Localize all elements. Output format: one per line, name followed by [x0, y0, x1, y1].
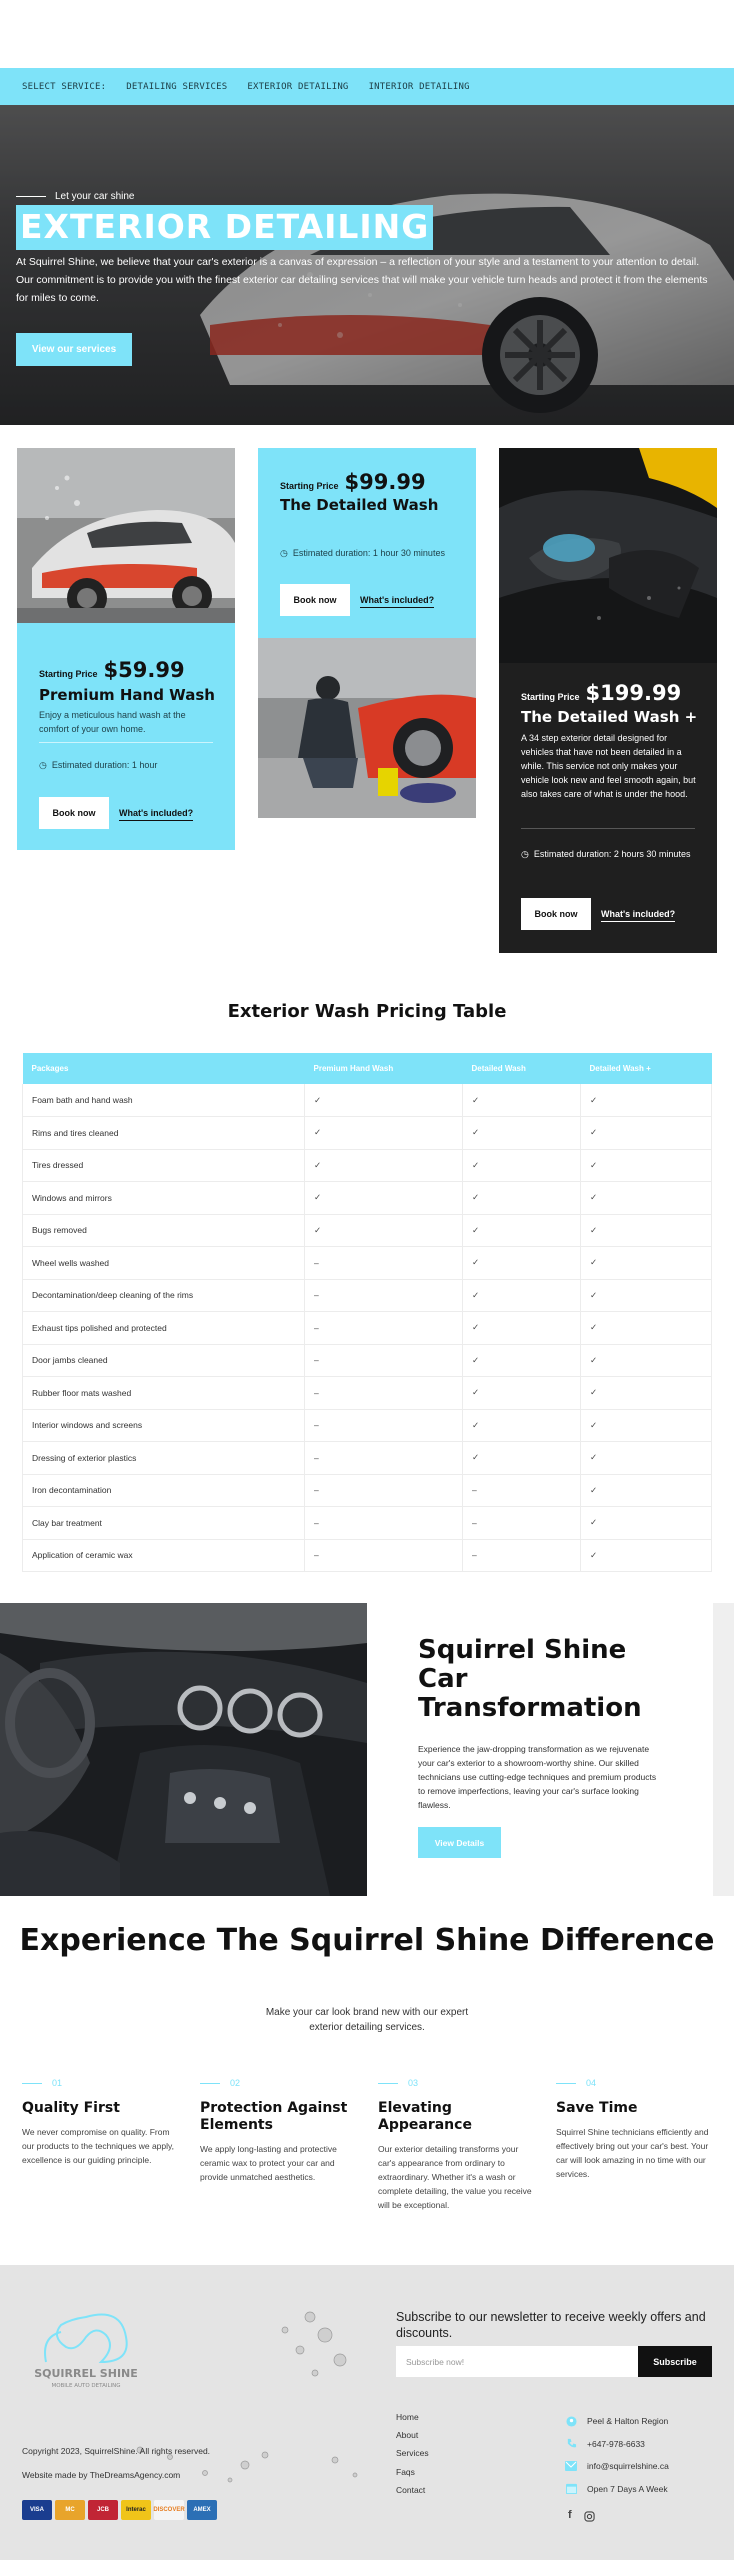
pricing-table-row	[23, 1084, 712, 1117]
feature-text: We never compromise on quality. From our products to the techniques we apply, excellence is our guiding principle.	[22, 2127, 174, 2165]
row-inclusion-mark: ✓	[463, 1344, 581, 1377]
duration-text: Estimated duration: 1 hour	[51, 760, 158, 770]
book-now-button[interactable]: Book now	[280, 584, 350, 616]
service-nav-item-interior[interactable]: INTERIOR DETAILING	[368, 81, 470, 92]
premium-price-row	[39, 658, 185, 682]
transformation-title: Squirrel Shine Car Transformation	[418, 1635, 642, 1723]
visa-icon: VISA	[22, 2500, 52, 2520]
row-inclusion-mark: ✓	[463, 1442, 581, 1475]
detailed-plus-price-row	[521, 681, 681, 705]
feature-text: Squirrel Shine technicians efficiently and effectively bring out your car's best. Your car will look amazing in no time with our services.	[556, 2127, 709, 2179]
package-title: The Detailed Wash	[280, 496, 439, 514]
feature-line	[22, 2083, 42, 2084]
svg-text:SQUIRREL SHINE: SQUIRREL SHINE	[34, 2367, 138, 2380]
row-inclusion-mark: –	[463, 1539, 581, 1572]
water-droplets-decoration	[110, 2305, 380, 2485]
hero-description: At Squirrel Shine, we believe that your car's exterior is a canvas of expression – a reflection of your style and a testament to your attention to detail. Our commitment is to provide you with the finest exterior car detailing services that will make your vehicle turn heads and protect it from the elements for miles to come.	[16, 256, 708, 304]
calendar-icon	[565, 2483, 577, 2495]
package-description: Enjoy a meticulous hand wash at the comfort of your own home.	[39, 710, 186, 734]
package-duration	[39, 759, 219, 772]
newsletter-title: Subscribe to our newsletter to receive weekly offers and discounts.	[396, 2310, 706, 2340]
package-title: The Detailed Wash +	[521, 708, 698, 726]
newsletter-email-input[interactable]: Subscribe now!	[396, 2346, 638, 2377]
row-inclusion-mark: ✓	[581, 1279, 712, 1312]
row-inclusion-mark: ✓	[463, 1377, 581, 1410]
package-description: A 34 step exterior detail designed for vehicles that have not been detailed in a while. This service not only makes your vehicle look new and feel smooth again, but also takes care of what is under the hood.	[521, 733, 696, 799]
payment-methods	[22, 2500, 217, 2520]
row-inclusion-mark: ✓	[581, 1312, 712, 1345]
row-inclusion-mark: –	[305, 1279, 463, 1312]
view-services-button[interactable]: View our services	[16, 333, 132, 366]
feature-line	[556, 2083, 576, 2084]
row-feature-label: Exhaust tips polished and protected	[23, 1312, 305, 1345]
feature-number	[22, 2078, 180, 2088]
row-feature-label: Clay bar treatment	[23, 1507, 305, 1540]
row-inclusion-mark: ✓	[581, 1474, 712, 1507]
feature-num-text: 04	[586, 2078, 597, 2088]
feature-title: Save Time	[556, 2100, 638, 2116]
pricing-table-row	[23, 1247, 712, 1280]
row-feature-label: Iron decontamination	[23, 1474, 305, 1507]
feature-text: Our exterior detailing transforms your car's appearance from ordinary to extraordinary. Whether it's a wash or complete detailing, the value you receive will be exceptional.	[378, 2144, 532, 2210]
contact-location[interactable]	[565, 2410, 669, 2433]
row-inclusion-mark: ✓	[581, 1539, 712, 1572]
row-inclusion-mark: ✓	[581, 1409, 712, 1442]
contact-text: info@squirrelshine.ca	[587, 2461, 669, 2472]
header-detailed: Detailed Wash	[463, 1053, 581, 1084]
price-amount: $99.99	[344, 470, 426, 494]
row-inclusion-mark: ✓	[463, 1182, 581, 1215]
footer-link-home[interactable]: Home	[396, 2412, 419, 2422]
row-inclusion-mark: ✓	[581, 1214, 712, 1247]
row-feature-label: Dressing of exterior plastics	[23, 1442, 305, 1475]
eyebrow-line	[16, 196, 46, 197]
clock-icon: ◷	[39, 760, 47, 770]
feature-number	[556, 2078, 714, 2088]
feature-title: Elevating Appearance	[378, 2100, 472, 2133]
row-inclusion-mark: ✓	[463, 1214, 581, 1247]
row-inclusion-mark: ✓	[305, 1117, 463, 1150]
feature-num-text: 02	[230, 2078, 241, 2088]
pricing-table-row	[23, 1182, 712, 1215]
discover-icon: DISCOVER	[154, 2500, 184, 2520]
subscribe-button[interactable]: Subscribe	[638, 2346, 712, 2377]
social-links	[568, 2509, 595, 2527]
row-inclusion-mark: –	[305, 1442, 463, 1475]
pricing-table-row	[23, 1474, 712, 1507]
package-duration	[521, 848, 701, 861]
header-premium: Premium Hand Wash	[305, 1053, 463, 1084]
row-inclusion-mark: ✓	[581, 1149, 712, 1182]
duration-text: Estimated duration: 1 hour 30 minutes	[292, 548, 445, 558]
pricing-table-row	[23, 1442, 712, 1475]
detailed-wash-photo	[258, 638, 476, 818]
pricing-table-row	[23, 1149, 712, 1182]
row-inclusion-mark: ✓	[305, 1084, 463, 1117]
row-feature-label: Tires dressed	[23, 1149, 305, 1182]
feature-num-text: 03	[408, 2078, 419, 2088]
contact-text: +647-978-6633	[587, 2438, 645, 2449]
pricing-table-row	[23, 1539, 712, 1572]
hero-title: EXTERIOR DETAILING	[16, 205, 433, 250]
card-divider	[521, 828, 695, 829]
feature-quality	[22, 2078, 180, 2167]
detailed-plus-photo	[499, 448, 717, 663]
feature-number	[200, 2078, 358, 2088]
row-feature-label: Door jambs cleaned	[23, 1344, 305, 1377]
row-inclusion-mark: –	[305, 1409, 463, 1442]
transformation-text: Experience the jaw-dropping transformation as we rejuvenate your car's exterior to a showroom-worthy shine. Our skilled technicians use cutting-edge techniques and premium products to remove imperfections, leaving your car's surface looking flawless.	[418, 1744, 657, 1810]
row-feature-label: Application of ceramic wax	[23, 1539, 305, 1572]
feature-line	[378, 2083, 398, 2084]
detailed-price-row	[280, 470, 426, 494]
feature-number	[378, 2078, 536, 2088]
footer-link-about[interactable]: About	[396, 2430, 419, 2441]
svg-text:MOBILE AUTO DETAILING: MOBILE AUTO DETAILING	[51, 2383, 121, 2389]
premium-wash-photo	[17, 448, 235, 623]
pricing-table	[22, 1053, 712, 1572]
transformation-side-panel	[713, 1603, 734, 1896]
row-inclusion-mark: ✓	[305, 1149, 463, 1182]
header-packages: Packages	[23, 1053, 305, 1084]
row-feature-label: Foam bath and hand wash	[23, 1084, 305, 1117]
contact-text: Peel & Halton Region	[587, 2416, 669, 2427]
feature-title: Protection Against Elements	[200, 2100, 348, 2133]
hero-section	[0, 105, 734, 425]
phone-icon	[565, 2438, 577, 2450]
header-detailed-plus: Detailed Wash +	[581, 1053, 712, 1084]
row-feature-label: Decontamination/deep cleaning of the rims	[23, 1279, 305, 1312]
footer-link-faqs[interactable]: Faqs	[396, 2466, 415, 2477]
row-feature-label: Rubber floor mats washed	[23, 1377, 305, 1410]
jcb-icon: JCB	[88, 2500, 118, 2520]
row-inclusion-mark: –	[305, 1377, 463, 1410]
instagram-icon[interactable]	[584, 2509, 595, 2527]
email-icon	[565, 2460, 577, 2472]
card-divider	[39, 742, 213, 743]
row-inclusion-mark: ✓	[463, 1279, 581, 1312]
footer-links	[396, 2412, 429, 2503]
whats-included-link[interactable]: What's included?	[601, 909, 675, 922]
location-icon	[565, 2415, 577, 2427]
book-now-button[interactable]: Book now	[39, 797, 109, 829]
book-now-button[interactable]: Book now	[521, 898, 591, 930]
interac-icon: Interac	[121, 2500, 151, 2520]
footer	[0, 2265, 734, 2560]
package-card-detailed	[258, 448, 476, 818]
pricing-table-header	[23, 1053, 712, 1084]
car-interior-photo	[0, 1603, 367, 1896]
package-card-premium	[17, 448, 235, 850]
row-inclusion-mark: ✓	[305, 1182, 463, 1215]
clock-icon: ◷	[280, 548, 288, 558]
package-title: Premium Hand Wash	[39, 686, 215, 704]
row-inclusion-mark: ✓	[581, 1117, 712, 1150]
price-label: Starting Price	[521, 692, 580, 702]
feature-save-time	[556, 2078, 714, 2181]
row-inclusion-mark: –	[305, 1247, 463, 1280]
feature-protection	[200, 2078, 358, 2184]
pricing-table-row	[23, 1279, 712, 1312]
row-inclusion-mark: ✓	[463, 1247, 581, 1280]
package-card-detailed-plus	[499, 448, 717, 953]
row-inclusion-mark: ✓	[463, 1084, 581, 1117]
row-inclusion-mark: ✓	[581, 1344, 712, 1377]
service-nav	[0, 68, 734, 105]
row-inclusion-mark: ✓	[581, 1084, 712, 1117]
pricing-table-row	[23, 1409, 712, 1442]
row-feature-label: Windows and mirrors	[23, 1182, 305, 1215]
facebook-icon[interactable]: f	[568, 2509, 572, 2521]
row-inclusion-mark: ✓	[581, 1247, 712, 1280]
contact-hours	[565, 2478, 669, 2501]
hero-eyebrow-text: Let your car shine	[55, 191, 135, 202]
row-inclusion-mark: ✓	[581, 1507, 712, 1540]
row-inclusion-mark: ✓	[463, 1409, 581, 1442]
whats-included-link[interactable]: What's included?	[119, 808, 193, 821]
row-feature-label: Rims and tires cleaned	[23, 1117, 305, 1150]
price-amount: $59.99	[103, 658, 185, 682]
pricing-table-row	[23, 1117, 712, 1150]
feature-title: Quality First	[22, 2100, 120, 2116]
footer-link-contact[interactable]: Contact	[396, 2484, 426, 2495]
row-inclusion-mark: –	[463, 1474, 581, 1507]
row-inclusion-mark: –	[305, 1539, 463, 1572]
row-inclusion-mark: ✓	[581, 1442, 712, 1475]
feature-text: We apply long-lasting and protective ceramic wax to protect your car and provide unmatched aesthetics.	[200, 2144, 337, 2182]
price-label: Starting Price	[39, 669, 98, 679]
contact-email[interactable]	[565, 2455, 669, 2478]
row-inclusion-mark: ✓	[463, 1117, 581, 1150]
row-feature-label: Interior windows and screens	[23, 1409, 305, 1442]
pricing-table-row	[23, 1214, 712, 1247]
row-inclusion-mark: –	[305, 1312, 463, 1345]
feature-line	[200, 2083, 220, 2084]
price-amount: $199.99	[585, 681, 682, 705]
contact-phone[interactable]	[565, 2433, 669, 2456]
row-inclusion-mark: ✓	[581, 1182, 712, 1215]
pricing-table-row	[23, 1507, 712, 1540]
contact-text: Open 7 Days A Week	[587, 2483, 668, 2494]
feature-num-text: 01	[52, 2078, 63, 2088]
copyright-text: Copyright 2023, SquirrelShine. All rights reserved.	[22, 2446, 211, 2456]
row-inclusion-mark: –	[463, 1507, 581, 1540]
row-inclusion-mark: ✓	[581, 1377, 712, 1410]
row-feature-label: Bugs removed	[23, 1214, 305, 1247]
service-nav-item-detailing[interactable]: DETAILING SERVICES	[126, 81, 228, 92]
row-inclusion-mark: ✓	[463, 1149, 581, 1182]
pricing-table-row	[23, 1344, 712, 1377]
row-inclusion-mark: –	[305, 1474, 463, 1507]
row-inclusion-mark: ✓	[463, 1312, 581, 1345]
made-by-link[interactable]: Website made by TheDreamsAgency.com	[22, 2470, 181, 2480]
row-inclusion-mark: –	[305, 1507, 463, 1540]
price-label: Starting Price	[280, 481, 339, 491]
feature-appearance	[378, 2078, 536, 2212]
whats-included-link[interactable]: What's included?	[360, 595, 434, 608]
row-feature-label: Wheel wells washed	[23, 1247, 305, 1280]
mastercard-icon: MC	[55, 2500, 85, 2520]
row-inclusion-mark: –	[305, 1344, 463, 1377]
package-duration	[280, 547, 460, 560]
service-nav-label: SELECT SERVICE:	[22, 81, 107, 92]
row-inclusion-mark: ✓	[305, 1214, 463, 1247]
pricing-table-title: Exterior Wash Pricing Table	[227, 1001, 507, 1022]
footer-contacts	[565, 2410, 669, 2500]
footer-link-services[interactable]: Services	[396, 2448, 429, 2459]
pricing-table-row	[23, 1377, 712, 1410]
difference-title: Experience The Squirrel Shine Difference	[19, 1923, 715, 1958]
view-details-button[interactable]: View Details	[418, 1827, 501, 1858]
difference-subtitle: Make your car look brand new with our expert exterior detailing services.	[265, 2007, 469, 2033]
amex-icon: AMEX	[187, 2500, 217, 2520]
service-nav-item-exterior[interactable]: EXTERIOR DETAILING	[247, 81, 349, 92]
duration-text: Estimated duration: 2 hours 30 minutes	[533, 849, 691, 859]
clock-icon: ◷	[521, 849, 529, 859]
pricing-table-row	[23, 1312, 712, 1345]
hero-eyebrow	[16, 191, 135, 202]
